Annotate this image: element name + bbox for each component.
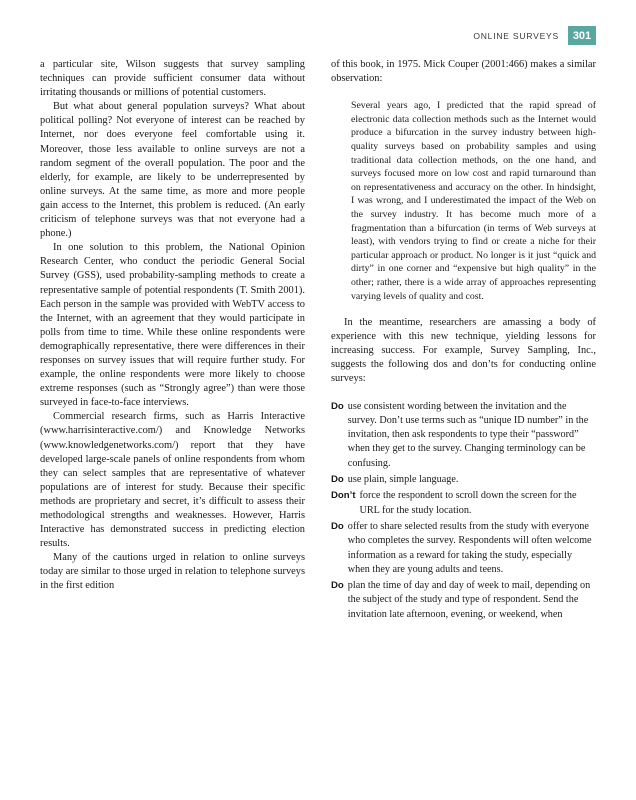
- list-item-text: force the respondent to scroll down the screen for the URL for the study location.: [359, 490, 577, 516]
- paragraph: Many of the cautions urged in relation to online surveys today are similar to those urged in relation to telephone surveys in the first edition: [40, 552, 305, 592]
- paragraph: a particular site, Wilson suggests that survey sampling techniques can provide sufficient consumer data without irritating thousands or millions of potential customers.: [40, 59, 305, 99]
- paragraph: But what about general population surveys? What about political polling? Not everyone of interest can be reached by Internet, nor does everyone feel comfortable using it. Moreover, those less available to online surveys are not a random segment of the overall population. The poor and the elderly, for example, are likely to be underrepresented by online surveys. At the same time, as more and more people gain access to the Internet, this problem is reduced. (An early criticism of telephone surveys was that not everyone had a phone.): [40, 101, 305, 240]
- list-item-label: Do: [331, 520, 344, 532]
- paragraph: In the meantime, researchers are amassing a body of experience with this new technique, yielding lessons for increasing success. For example, Survey Sampling, Inc., suggests the following dos and don’ts for conducting online surveys:: [331, 317, 596, 385]
- list-item: [331, 473, 596, 487]
- list-item: [331, 520, 596, 577]
- list-item-text: plan the time of day and day of week to mail, depending on the subject of the study and type of respondent. Send the invitation late afternoon, evening, or weekend, when: [347, 580, 591, 620]
- list-item: [331, 400, 596, 471]
- list-item-text: offer to share selected results from the study with everyone who completes the survey. Respondents will often welcome information as a reward for taking the study, especially when they are young adults and teens.: [347, 520, 592, 575]
- running-head: [473, 26, 596, 45]
- list-item: [331, 579, 596, 622]
- list-item-text: use plain, simple language.: [347, 474, 459, 486]
- list-item-label: Do: [331, 580, 344, 592]
- list-item-label: Do: [331, 400, 344, 412]
- dos-and-donts-list: [331, 400, 596, 622]
- running-head-title: ONLINE SURVEYS: [473, 30, 559, 41]
- paragraph: of this book, in 1975. Mick Couper (2001:466) makes a similar observation:: [331, 59, 596, 85]
- block-quote-text: Several years ago, I predicted that the rapid spread of electronic data collection methods such as the Internet would produce a bifurcation in the survey industry between high-quality surveys based on probability samples and using traditional data collection methods, on the one hand, and surveys focused more on low cost and rapid turnaround than on representativeness and accuracy on the other. In hindsight, I was wrong, and I underestimated the impact of the Web on the survey industry. It has become much more of a fragmentation than a bifurcation (in terms of Web surveys at least), with vendors trying to find or create a niche for their particular approach or product. No longer is it just “quick and dirty” in one corner and “expensive but high quality” in the other; rather, there is a wide array of approaches representing varying levels of quality and cost.: [351, 100, 596, 302]
- body-columns: [40, 58, 596, 624]
- paragraph: In one solution to this problem, the National Opinion Research Center, who conduct the periodic General Social Survey (GSS), used probability-sampling methods to create a representative sample of potential respondents (T. Smith 2001). Each person in the sample was provided with WebTV access to the Internet, with an agreement that they would participate in polls from time to time. While these online respondents were demographically representative, there were differences in their responses on survey issues that will require further study. For example, the online respondents were more likely to choose extreme responses (such as “Strongly agree”) than were those surveyed in face-to-face interviews.: [40, 242, 305, 409]
- list-item-label: Do: [331, 474, 344, 486]
- list-item-label: Don’t: [331, 490, 356, 502]
- block-quote: [331, 99, 596, 303]
- list-item: [331, 489, 596, 518]
- page-number: 301: [568, 26, 596, 45]
- left-column: [40, 58, 305, 624]
- paragraph: Commercial research firms, such as Harris Interactive (www.harrisinteractive.com/) and Knowledge Networks (www.knowledgenetworks.com/) report that they have developed large-scale panels of online respondents from whom they can select samples that are representative of whatever populations are of interest for study. Because their specific methods are proprietary and secret, it’s difficult to assess their methodological strengths and weaknesses. However, Harris Interactive has demonstrated success in predicting election results.: [40, 411, 305, 550]
- right-column: [331, 58, 596, 624]
- list-item-text: use consistent wording between the invitation and the survey. Don’t use terms such as “unique ID number” in the invitation, then ask respondents to type their “password” when they get to the survey. Changing terminology can be confusing.: [347, 400, 589, 469]
